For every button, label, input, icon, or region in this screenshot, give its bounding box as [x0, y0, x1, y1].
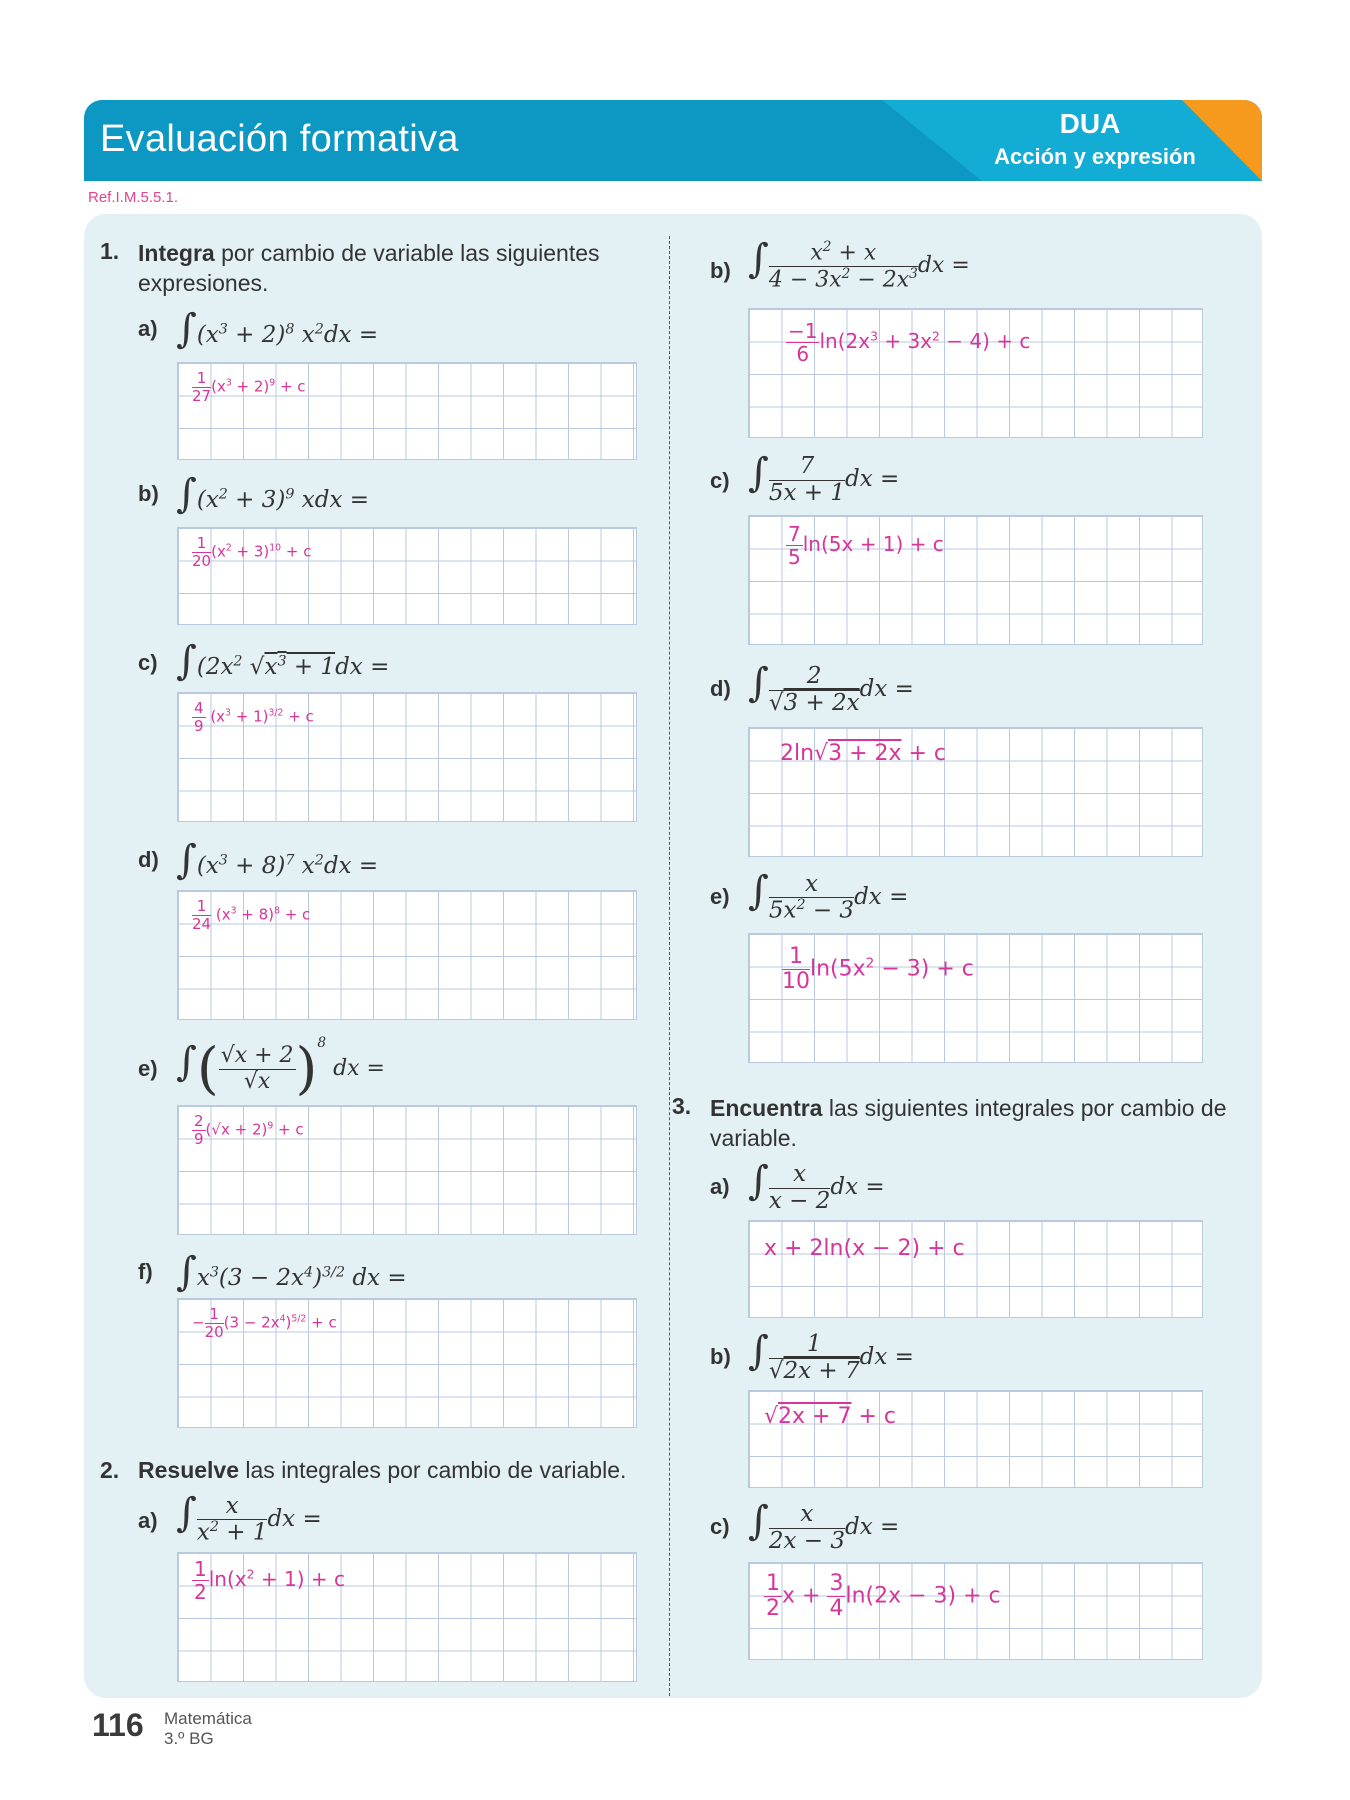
q2b-answer: $\frac{-1}{6}$ $\ln(2x^3 + 3x^2 - 4) + c$ — [788, 319, 1031, 366]
q1-verb: Integra — [138, 240, 215, 266]
q1b-label: b) — [138, 481, 159, 506]
q1d-answer: $\frac{1}{24}$ $(x^3 + 8)^8 + c$ — [192, 897, 311, 933]
q2d-expression: ∫ $\frac{2}{√3 + 2x}$ dx = — [748, 660, 914, 716]
q1-text: por cambio de variable las siguientes expresiones. — [138, 240, 600, 296]
q2c-answer: $\frac{7}{5}$ ln(5x + 1) + c — [788, 522, 944, 569]
q1c-expression: $\int(2x^2$ $√x^3 + 1dx$ = — [176, 638, 390, 684]
q2d-answer: 2ln√3 + 2x + c — [780, 741, 947, 766]
q1c-label: c) — [138, 650, 158, 675]
q3b-answer: √2x + 7 + c — [764, 1404, 896, 1429]
q1b-expression: $\int(x^2 + 3)^9$ xdx = — [176, 471, 370, 517]
q3a-expression: ∫ $\frac{x}{x - 2}$ dx = — [748, 1158, 885, 1214]
q3a-answer: x + 2ln(x − 2) + c — [764, 1236, 965, 1261]
q1b-answer: $\frac{1}{20}$ $(x^2 + 3)^{10} + c$ — [192, 534, 312, 570]
q2e-expression: ∫ $\frac{x}{5x^2 - 3}$ dx = — [748, 868, 909, 924]
q3c-answer: $\frac{1}{2}$ x + $\frac{3}{4}$ ln(2x − 3) + c — [766, 1571, 1001, 1622]
q1e-answer: $\frac{2}{9}$ $(√x + 2)^9 + c$ — [194, 1112, 304, 1148]
q2-statement — [138, 1457, 648, 1484]
q1f-answer: − $\frac{1}{20}$ $(3 - 2x^4)^{5/2} + c$ — [192, 1305, 337, 1341]
q2a-label: a) — [138, 1508, 158, 1533]
grade-level: 3.º BG — [164, 1729, 214, 1748]
q2-verb: Resuelve — [138, 1457, 240, 1483]
q2c-expression: ∫ $\frac{7}{5x + 1}$ dx = — [748, 450, 900, 506]
q3-statement — [710, 1093, 1230, 1153]
q2a-answer: $\frac{1}{2}$ $\ln(x^2 + 1) + c$ — [194, 1557, 345, 1604]
column-divider — [669, 236, 670, 1696]
q1a-label: a) — [138, 316, 158, 341]
q1f-expression: $\int x^3(3 - 2x^4)^{3/2}$ dx = — [176, 1249, 407, 1295]
q1d-expression: $\int(x^3 + 8)^7$ $x^2dx$ = — [176, 837, 379, 883]
dua-title: DUA — [1059, 108, 1121, 139]
q3b-label: b) — [710, 1344, 731, 1369]
q1f-label: f) — [138, 1259, 153, 1284]
q1c-answer: $\frac{4}{9}$ $(x^3 + 1)^{3/2} + c$ — [194, 699, 314, 735]
q3c-expression: ∫ $\frac{x}{2x - 3}$ dx = — [748, 1498, 900, 1554]
q1d-label: d) — [138, 847, 159, 872]
q3b-expression: ∫ $\frac{1}{√2x + 7}$ dx = — [748, 1328, 914, 1384]
q3-text: las siguientes integrales por cambio de variable. — [710, 1095, 1227, 1151]
q3-verb: Encuentra — [710, 1095, 823, 1121]
page-title: Evaluación formativa — [100, 118, 459, 160]
q2d-label: d) — [710, 676, 731, 701]
q1-number: 1. — [100, 238, 120, 264]
q2a-expression: ∫ $\frac{x}{x^2 + 1}$ dx = — [176, 1490, 322, 1546]
q3c-label: c) — [710, 1514, 730, 1539]
q1-statement — [138, 238, 638, 298]
q3-number: 3. — [672, 1093, 692, 1119]
reference-code: Ref.I.M.5.5.1. — [88, 189, 179, 206]
dua-subtitle: Acción y expresión — [994, 144, 1196, 169]
subject-name: Matemática — [164, 1709, 252, 1728]
q2-number: 2. — [100, 1457, 120, 1483]
q2-text: las integrales por cambio de variable. — [239, 1457, 627, 1483]
q2b-label: b) — [710, 258, 731, 283]
q1e-expression: ∫( $\frac{√x + 2}{√x}$ )$^8$ dx = — [176, 1035, 385, 1102]
q2c-label: c) — [710, 468, 730, 493]
q2e-label: e) — [710, 884, 730, 909]
q1e-label: e) — [138, 1056, 158, 1081]
q1a-expression: $\int(x^3 + 2)^8$ $x^2dx$ = — [176, 306, 379, 352]
q3a-answer-grid[interactable] — [748, 1220, 1203, 1318]
page-number: 116 — [92, 1707, 144, 1743]
q2b-expression: ∫ $\frac{x^2 + x}{4 - 3x^2 - 2x^3}$ dx = — [748, 236, 970, 292]
q2e-answer: $\frac{1}{10}$ $\ln(5x^2 - 3) + c$ — [782, 944, 974, 995]
q1a-answer: $\frac{1}{27}$ $(x^3 + 2)^9 + c$ — [192, 369, 306, 405]
q3a-label: a) — [710, 1174, 730, 1199]
